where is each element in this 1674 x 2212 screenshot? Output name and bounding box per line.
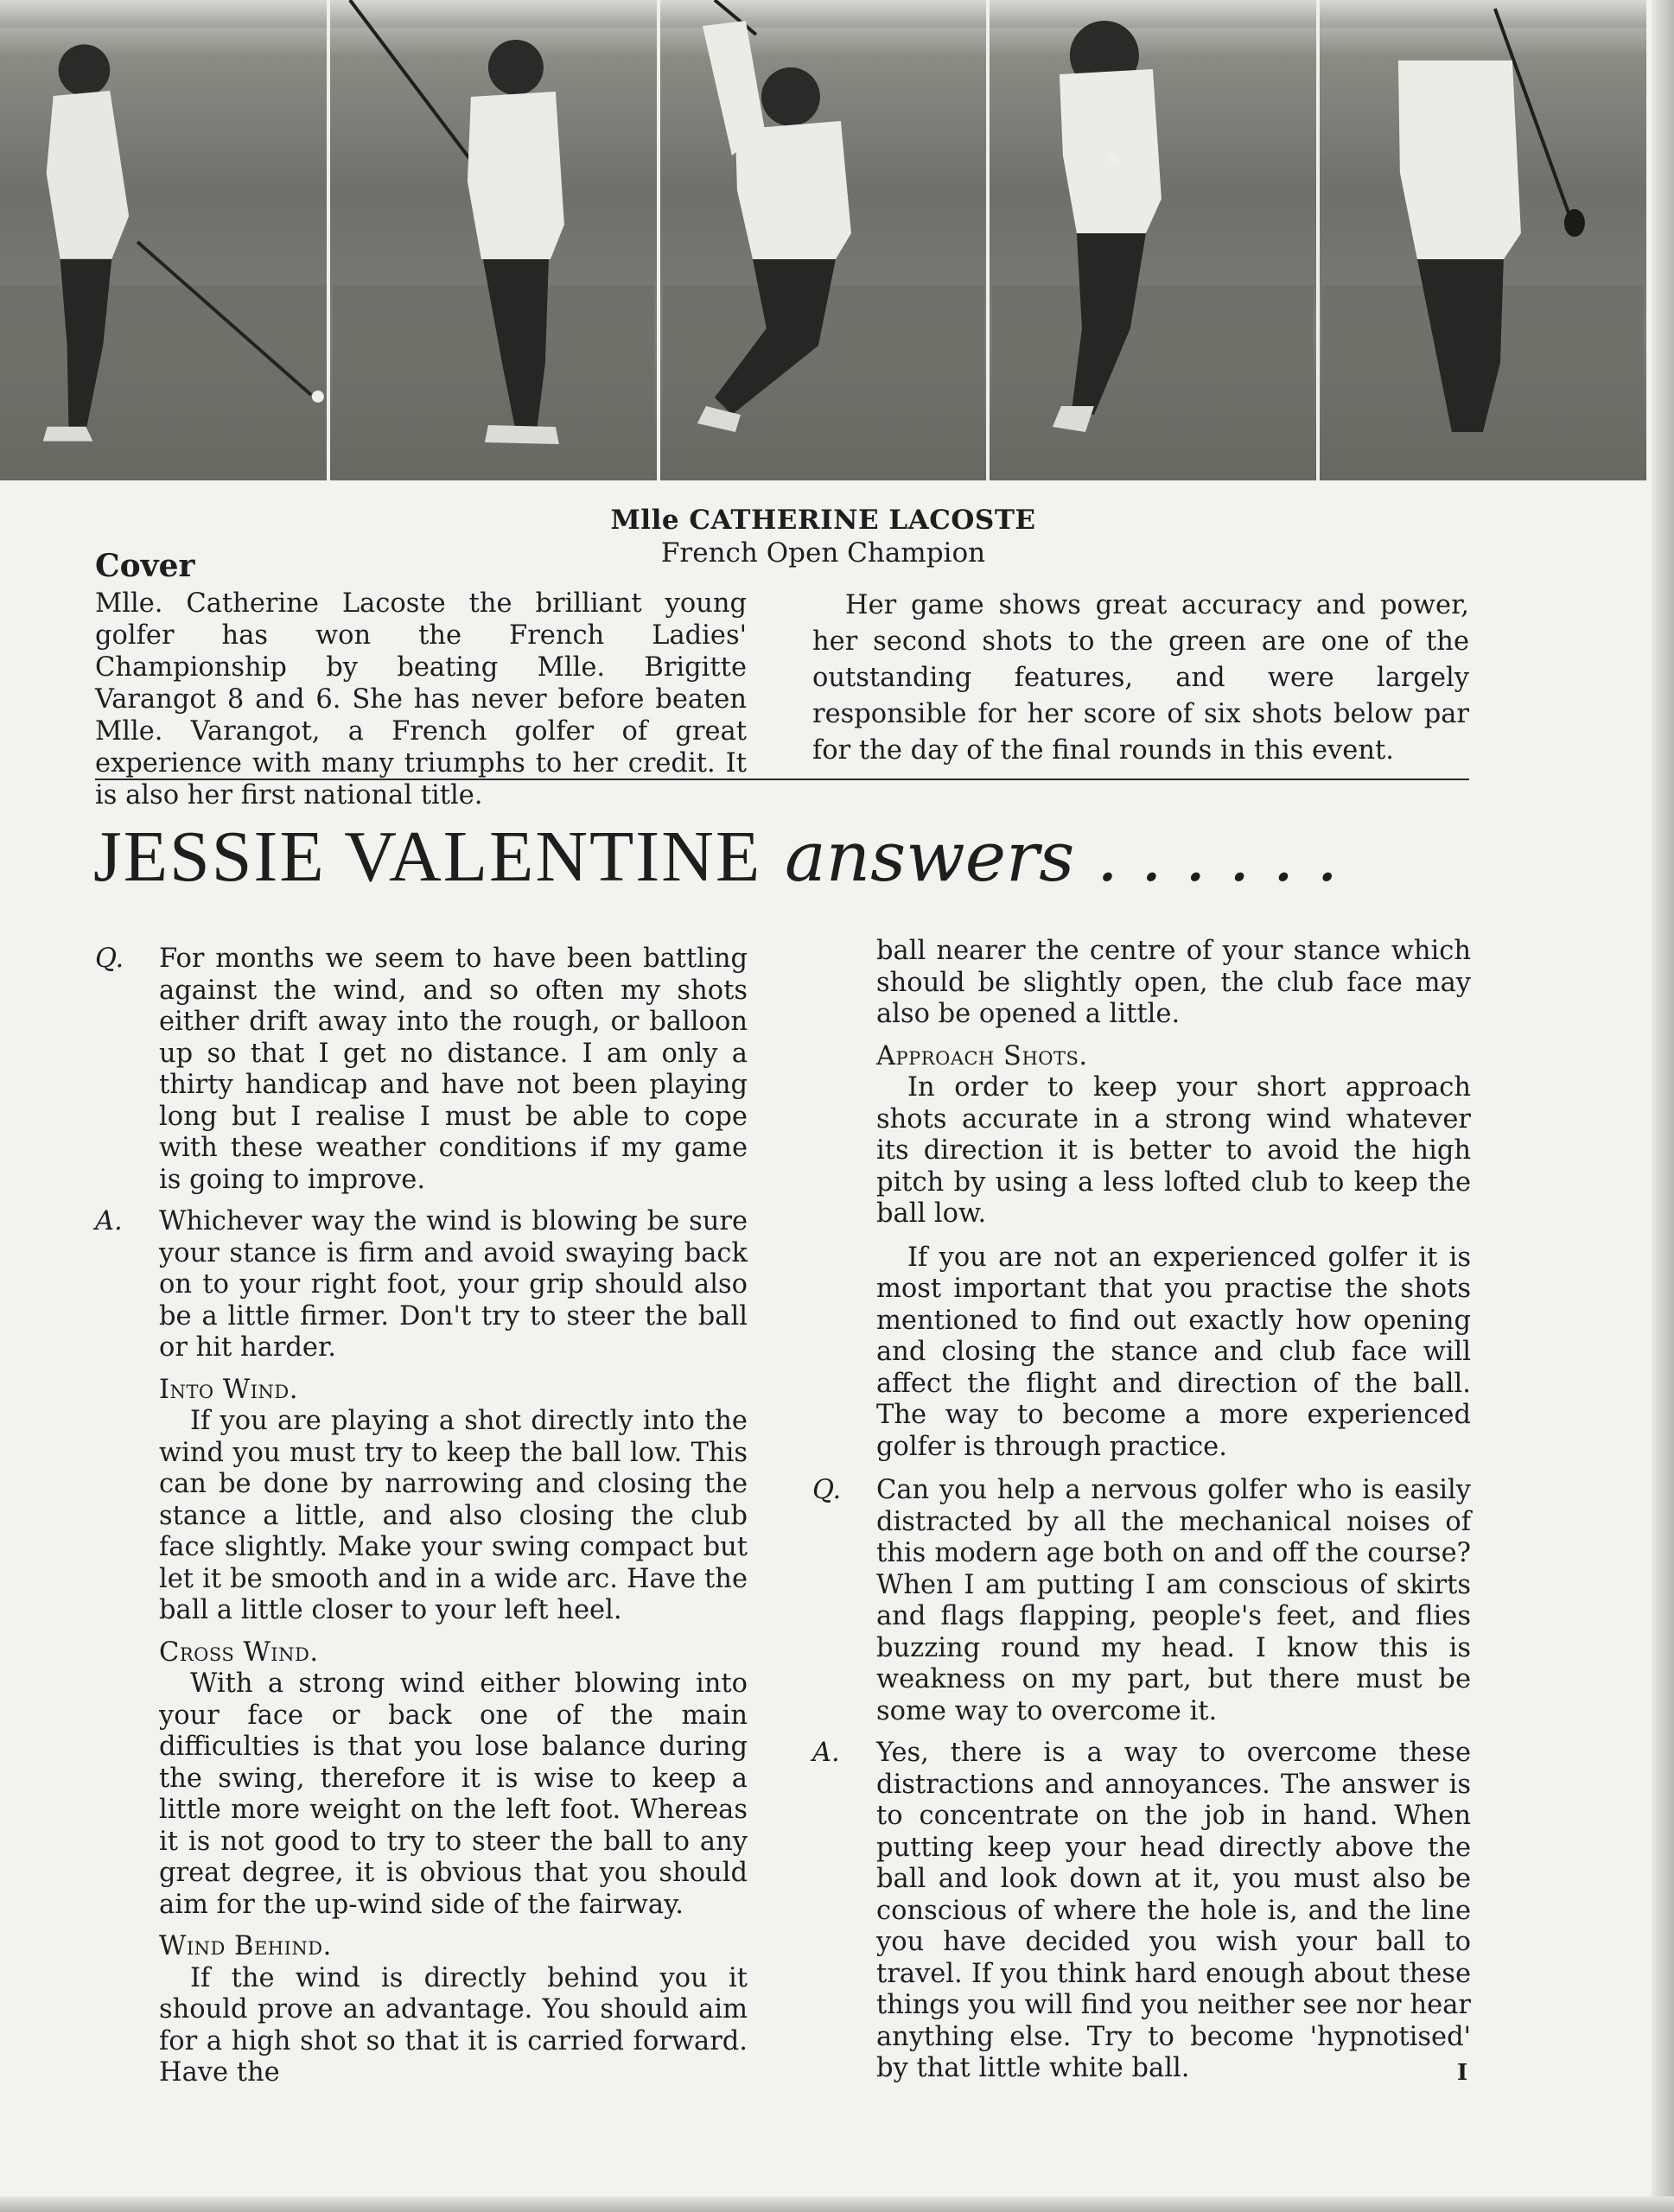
golfer-takeaway-figure bbox=[330, 0, 657, 480]
question-marker: Q. bbox=[812, 1475, 842, 1505]
question-1-text: For months we seem to have been battling against the wind, and so often my shots either drift away into the rough, or balloon up so that I get no distance. I am only a thirty handicap and have not been playing long but I realise I must be able to cope with these weather conditions if my game is going to improve. bbox=[159, 944, 748, 1195]
headline-name: JESSIE VALENTINE bbox=[93, 817, 762, 897]
question-2 bbox=[812, 1475, 1471, 1727]
answer-1-text: Whichever way the wind is blowing be sure your stance is firm and avoid swaying back on to your right foot, your grip should also be a little firmer. Don't try to steer the ball or hit harder. bbox=[159, 1206, 748, 1363]
cover-text-left: Mlle. Catherine Lacoste the brilliant young golfer has won the French Ladies' Championship by beating Mlle. Brigitte Varangot 8 and 6. She has never before beaten Mlle. Varangot, a French golfer of great experience with many triumphs to her credit. It is also her first national title. bbox=[95, 588, 747, 810]
article-headline bbox=[93, 812, 1485, 900]
answer-1 bbox=[95, 1206, 748, 1364]
paragraph-approach-shots: In order to keep your short approach shots accurate in a strong wind whatever its direction it is better to avoid the high pitch by using a less lofted club to keep the ball low. bbox=[876, 1072, 1471, 1229]
cover-heading: Cover bbox=[95, 548, 195, 584]
page-edge-shadow bbox=[1652, 0, 1674, 2212]
swing-photo-impact bbox=[990, 0, 1316, 480]
subheading-into-wind: Into Wind. bbox=[159, 1374, 298, 1405]
question-1 bbox=[95, 944, 748, 1196]
page-bottom-edge bbox=[0, 2196, 1674, 2212]
headline-answers: answers . . . . . . bbox=[784, 817, 1339, 897]
subheading-wind-behind: Wind Behind. bbox=[159, 1931, 332, 1961]
swing-photo-address bbox=[0, 0, 327, 480]
article-column-left bbox=[95, 944, 748, 2089]
answer-marker: A. bbox=[812, 1738, 840, 1768]
article-column-right bbox=[812, 936, 1471, 2095]
paragraph-practice: If you are not an experienced golfer it is most important that you practise the shots mentioned to find out exactly how opening and closing the stance and club face will affect the flight and direction of the ball. The way to become a more experienced golfer is through practice. bbox=[876, 1242, 1471, 1462]
answer-2 bbox=[812, 1738, 1471, 2085]
page-number: I bbox=[1457, 2060, 1468, 2086]
swing-photo-finish bbox=[1320, 0, 1646, 480]
paragraph-cross-wind: With a strong wind either blowing into your face or back one of the main difficulties is that you lose balance during the swing, therefore it is wise to keep a little more weight on the left foot. Whereas it is not good to try to steer the ball to any great degree, it is obvious that you should aim for the up-wind side of the fairway. bbox=[159, 1669, 748, 1920]
answer-marker: A. bbox=[95, 1206, 123, 1236]
cover-text-right: Her game shows great accuracy and power, her second shots to the green are one of the outstanding features, and were largely responsible for her score of six shots below par for the day of the final rounds in this event. bbox=[812, 590, 1469, 766]
question-2-text: Can you help a nervous golfer who is easily distracted by all the mechanical noises of this modern age both on and off the course? When I am putting I am conscious of skirts and flags flapping, people's feet, and flies buzzing round my head. I know this is weakness on my part, but there must be some way to overcome it. bbox=[876, 1475, 1471, 1726]
golfer-top-of-swing-figure bbox=[660, 0, 987, 480]
paragraph-wind-behind-continued: ball nearer the centre of your stance which should be slightly open, the club face may also be opened a little. bbox=[876, 936, 1471, 1029]
swing-photo-sequence bbox=[0, 0, 1646, 480]
question-marker: Q. bbox=[95, 944, 124, 974]
swing-photo-top bbox=[660, 0, 987, 480]
golfer-follow-through-figure bbox=[990, 0, 1316, 480]
cover-caption-subtitle: French Open Champion bbox=[660, 537, 986, 569]
golfer-address-figure bbox=[0, 0, 327, 480]
swing-photo-takeaway bbox=[330, 0, 657, 480]
subheading-approach-shots: Approach Shots. bbox=[876, 1040, 1088, 1071]
subheading-cross-wind: Cross Wind. bbox=[159, 1637, 319, 1668]
answer-2-text: Yes, there is a way to overcome these distractions and annoyances. The answer is to concentrate on the job in hand. When putting keep your head directly above the ball and look down at it, you must also be conscious of where the hole is, and the line you have decided you wish your ball to travel. If you think hard enough about these things you will find you neither see nor hear anything else. Try to become 'hypnotised' by that little white ball. bbox=[876, 1738, 1471, 2083]
cover-caption-title: Mlle CATHERINE LACOSTE bbox=[610, 505, 1036, 536]
golfer-finish-figure bbox=[1320, 0, 1646, 480]
paragraph-wind-behind: If the wind is directly behind you it should prove an advantage. You should aim for a high shot so that it is carried forward. Have the bbox=[159, 1962, 748, 2088]
section-divider bbox=[95, 779, 1469, 780]
paragraph-into-wind: If you are playing a shot directly into the wind you must try to keep the ball low. This can be done by narrowing and closing the stance a little, and also closing the club face slightly. Make your swing compact but let it be smooth and in a wide arc. Have the ball a little closer to your left heel. bbox=[159, 1406, 748, 1625]
